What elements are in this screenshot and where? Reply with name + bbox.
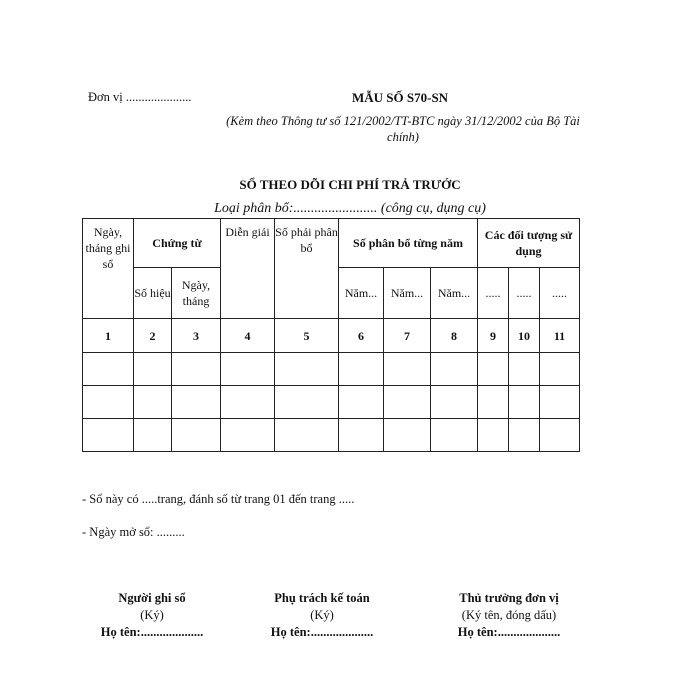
document-title: SỔ THEO DÕI CHI PHÍ TRẢ TRƯỚC <box>239 177 461 192</box>
table-cell[interactable] <box>221 353 275 386</box>
signature-name: Họ tên:.................... <box>270 625 374 639</box>
header-years-group: Số phân bổ từng năm <box>339 219 478 268</box>
ledger-table <box>82 218 580 452</box>
header-amount: Số phải phân bổ <box>275 219 339 319</box>
column-number: 11 <box>540 319 580 353</box>
column-number: 1 <box>83 319 134 353</box>
table-cell[interactable] <box>83 419 134 452</box>
header-voucher-date: Ngày, tháng <box>172 268 221 319</box>
header-voucher-number: Số hiệu <box>134 268 172 319</box>
header-object-1: ..... <box>478 268 509 319</box>
opening-date-line: - Ngày mở sổ: ......... <box>82 525 185 539</box>
table-cell[interactable] <box>478 353 509 386</box>
signature-head-of-unit <box>419 590 599 641</box>
table-cell[interactable] <box>275 419 339 452</box>
table-cell[interactable] <box>478 419 509 452</box>
table-row <box>83 353 580 386</box>
column-number: 7 <box>384 319 431 353</box>
table-cell[interactable] <box>339 386 384 419</box>
header-object-3: ..... <box>540 268 580 319</box>
signature-instruction: (Ký) <box>310 608 334 622</box>
table-cell[interactable] <box>221 386 275 419</box>
table-cell[interactable] <box>431 353 478 386</box>
signature-instruction: (Ký) <box>140 608 164 622</box>
header-year-3: Năm... <box>431 268 478 319</box>
table-cell[interactable] <box>540 419 580 452</box>
unit-label: Đơn vị ..................... <box>88 90 192 104</box>
table-cell[interactable] <box>478 386 509 419</box>
header-year-1: Năm... <box>339 268 384 319</box>
table-cell[interactable] <box>509 386 540 419</box>
column-number: 8 <box>431 319 478 353</box>
table-cell[interactable] <box>540 386 580 419</box>
table-cell[interactable] <box>134 386 172 419</box>
table-cell[interactable] <box>509 419 540 452</box>
column-number: 6 <box>339 319 384 353</box>
table-row <box>83 419 580 452</box>
signature-role: Thủ trưởng đơn vị <box>459 591 559 605</box>
table-cell[interactable] <box>83 386 134 419</box>
table-cell[interactable] <box>339 353 384 386</box>
table-cell[interactable] <box>431 419 478 452</box>
legal-note: (Kèm theo Thông tư số 121/2002/TT-BTC ngày 31/12/2002 của Bộ Tài chính) <box>226 114 580 144</box>
header-date: Ngày, tháng ghi sổ <box>83 219 134 319</box>
header-voucher-group: Chứng từ <box>134 219 221 268</box>
header-year-2: Năm... <box>384 268 431 319</box>
signature-instruction: (Ký tên, đóng dấu) <box>461 608 557 622</box>
table-row <box>83 386 580 419</box>
column-number: 3 <box>172 319 221 353</box>
signature-role: Phụ trách kế toán <box>274 591 370 605</box>
column-number: 2 <box>134 319 172 353</box>
signature-name: Họ tên:.................... <box>100 625 204 639</box>
header-objects-group: Các đối tượng sử dụng <box>478 219 580 268</box>
form-code: MẪU SỐ S70-SN <box>352 90 449 105</box>
table-cell[interactable] <box>540 353 580 386</box>
table-cell[interactable] <box>275 353 339 386</box>
table-cell[interactable] <box>172 419 221 452</box>
table-cell[interactable] <box>83 353 134 386</box>
signature-chief-accountant <box>232 590 412 641</box>
document-subtitle: Loại phân bổ:........................ (công cụ, dụng cụ) <box>214 201 486 216</box>
table-cell[interactable] <box>384 353 431 386</box>
header-description: Diễn giải <box>221 219 275 319</box>
page-count-line: - Sổ này có .....trang, đánh số từ trang 01 đến trang ..... <box>82 492 355 506</box>
table-cell[interactable] <box>339 419 384 452</box>
header-object-2: ..... <box>509 268 540 319</box>
column-number: 10 <box>509 319 540 353</box>
column-number: 4 <box>221 319 275 353</box>
signature-recorder <box>62 590 242 641</box>
table-cell[interactable] <box>509 353 540 386</box>
column-number: 5 <box>275 319 339 353</box>
table-cell[interactable] <box>384 386 431 419</box>
table-cell[interactable] <box>134 353 172 386</box>
table-cell[interactable] <box>384 419 431 452</box>
table-cell[interactable] <box>431 386 478 419</box>
signature-role: Người ghi sổ <box>118 591 186 605</box>
table-cell[interactable] <box>172 386 221 419</box>
table-cell[interactable] <box>221 419 275 452</box>
table-cell[interactable] <box>275 386 339 419</box>
table-cell[interactable] <box>134 419 172 452</box>
column-number: 9 <box>478 319 509 353</box>
table-cell[interactable] <box>172 353 221 386</box>
signature-name: Họ tên:.................... <box>457 625 561 639</box>
